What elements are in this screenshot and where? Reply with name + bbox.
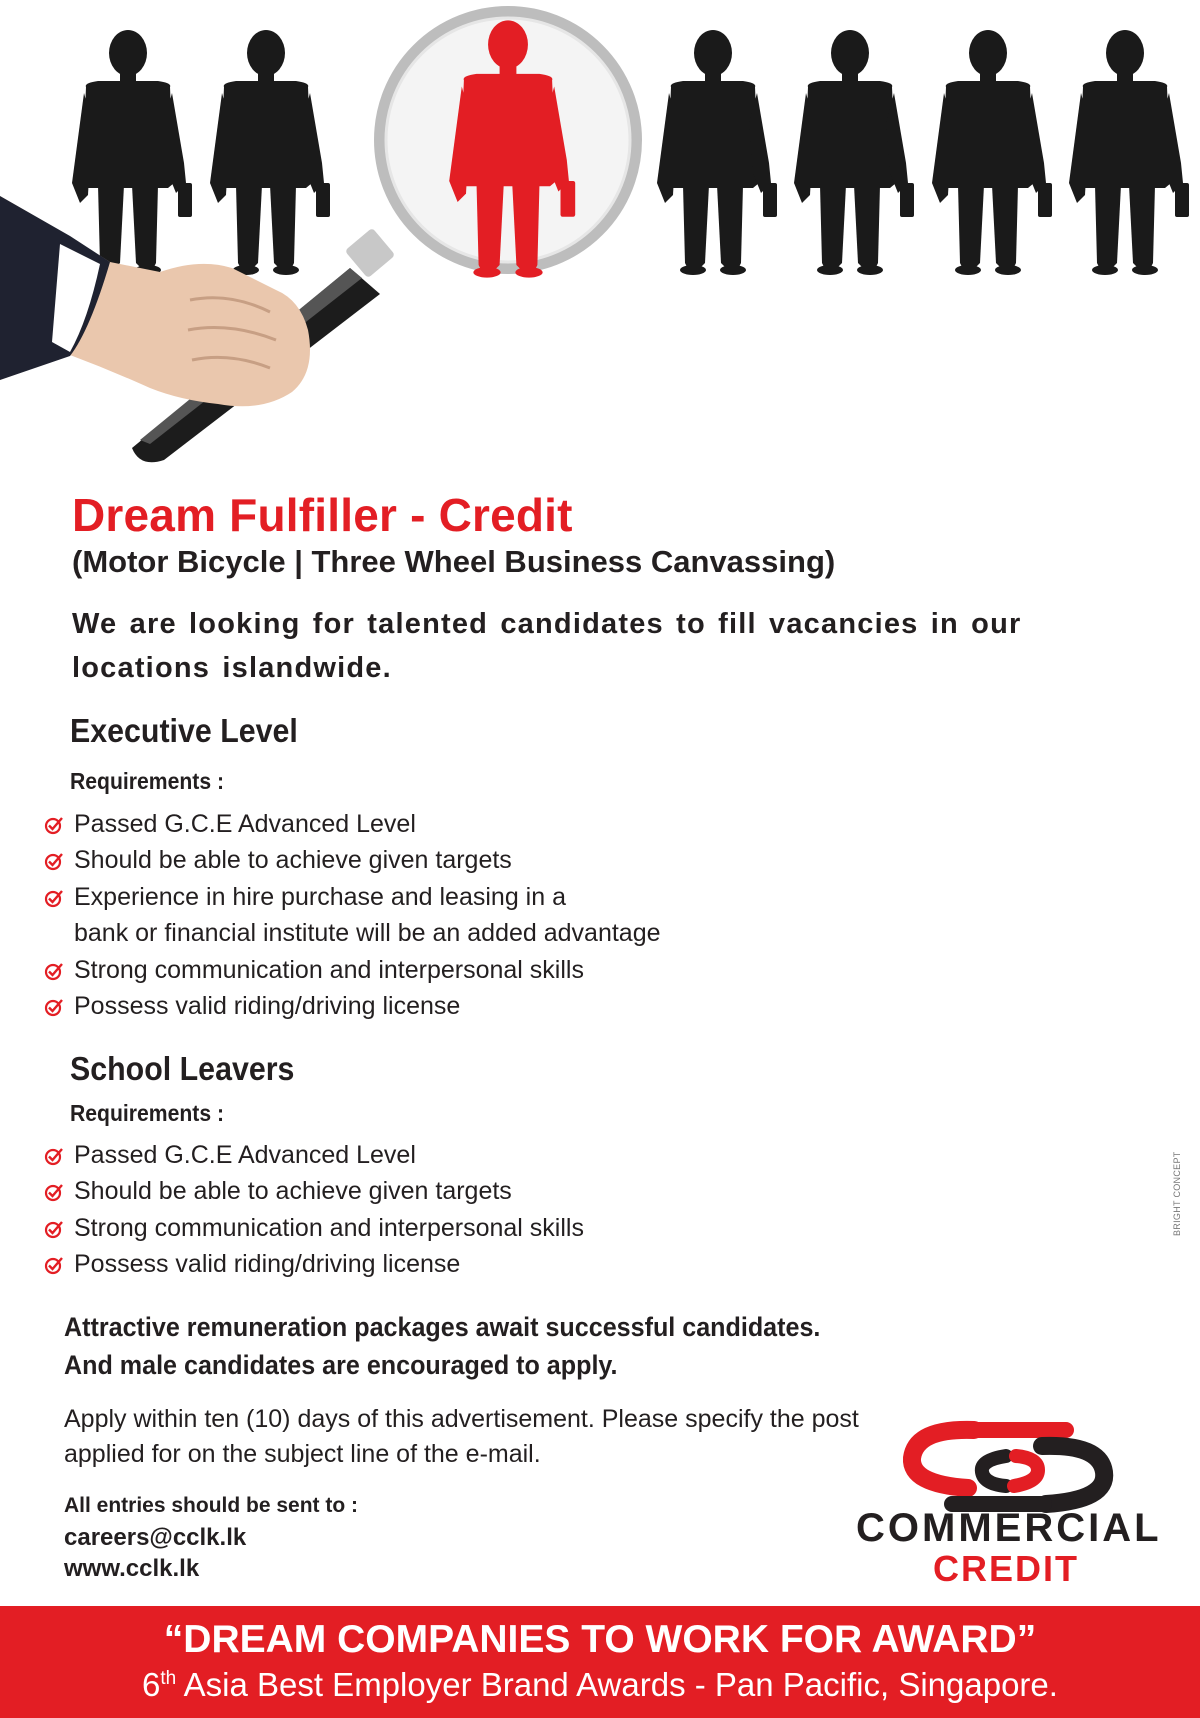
- job-title: Dream Fulfiller - Credit: [72, 489, 573, 541]
- remuneration-line: And male candidates are encouraged to apply.: [64, 1350, 618, 1380]
- check-circle-icon: [44, 1219, 64, 1239]
- magnifying-glass-hand-icon: [0, 0, 1200, 470]
- remuneration-line: Attractive remuneration packages await successful candidates.: [64, 1312, 821, 1342]
- requirement-text: Possess valid riding/driving license: [74, 1250, 461, 1279]
- list-item: [42, 1210, 584, 1246]
- check-circle-icon: [44, 961, 64, 981]
- list-item: [42, 1246, 584, 1282]
- requirement-text: Strong communication and interpersonal skills: [74, 1213, 584, 1242]
- intro-text: We are looking for talented candidates to fill vacancies in our locations islandwide.: [72, 608, 1022, 684]
- requirement-text: Should be able to achieve given targets: [74, 846, 512, 875]
- award-title: “DREAM COMPANIES TO WORK FOR AWARD”: [163, 1618, 1037, 1661]
- check-circle-icon: [44, 815, 64, 835]
- award-ordinal-suffix: th: [160, 1668, 177, 1689]
- requirement-text: Strong communication and interpersonal skills: [74, 955, 584, 984]
- requirement-text: Possess valid riding/driving license: [74, 992, 461, 1021]
- apply-instructions: Apply within ten (10) days of this advertisement. Please specify the post applied for on the subject line of the e-mail.: [64, 1405, 859, 1468]
- award-description: Asia Best Employer Brand Awards - Pan Pacific, Singapore.: [176, 1666, 1058, 1703]
- check-circle-icon: [44, 1182, 64, 1202]
- check-circle-icon: [44, 851, 64, 871]
- section-title-executive-level: Executive Level: [70, 712, 298, 749]
- check-circle-icon: [44, 1255, 64, 1275]
- website-link[interactable]: www.cclk.lk: [64, 1555, 200, 1582]
- check-circle-icon: [44, 1146, 64, 1166]
- hero-illustration: [0, 0, 1200, 470]
- requirement-text: Should be able to achieve given targets: [74, 1177, 512, 1206]
- requirements-list-school-leavers: [42, 1137, 584, 1283]
- check-circle-icon: [44, 888, 64, 908]
- check-circle-icon: [44, 997, 64, 1017]
- requirements-label: Requirements :: [70, 768, 225, 794]
- list-item: [42, 988, 661, 1024]
- requirements-list-executive: [42, 806, 661, 1024]
- list-item: [42, 1173, 584, 1209]
- entries-label: All entries should be sent to :: [64, 1494, 359, 1517]
- agency-credit: BRIGHT CONCEPT: [1172, 1151, 1182, 1236]
- requirements-label: Requirements :: [70, 1100, 225, 1126]
- list-item: [42, 879, 661, 952]
- section-title-school-leavers: School Leavers: [70, 1050, 295, 1087]
- email-link[interactable]: careers@cclk.lk: [64, 1524, 247, 1551]
- list-item: [42, 806, 661, 842]
- job-subtitle: (Motor Bicycle | Three Wheel Business Canvassing): [72, 544, 836, 579]
- award-banner: [0, 1606, 1200, 1718]
- requirement-text: Experience in hire purchase and leasing in a bank or financial institute will be an added advantage: [74, 882, 661, 948]
- logo-wordmark-credit: CREDIT: [933, 1548, 1079, 1589]
- logo-wordmark-commercial: COMMERCIAL: [856, 1506, 1162, 1550]
- remuneration-note: [64, 1308, 820, 1384]
- list-item: [42, 1137, 584, 1173]
- list-item: [42, 952, 661, 988]
- requirement-text: Passed G.C.E Advanced Level: [74, 1141, 416, 1169]
- award-subtitle: [0, 1666, 1200, 1704]
- requirement-text: Passed G.C.E Advanced Level: [74, 810, 416, 838]
- award-ordinal: 6: [142, 1666, 161, 1703]
- list-item: [42, 842, 661, 878]
